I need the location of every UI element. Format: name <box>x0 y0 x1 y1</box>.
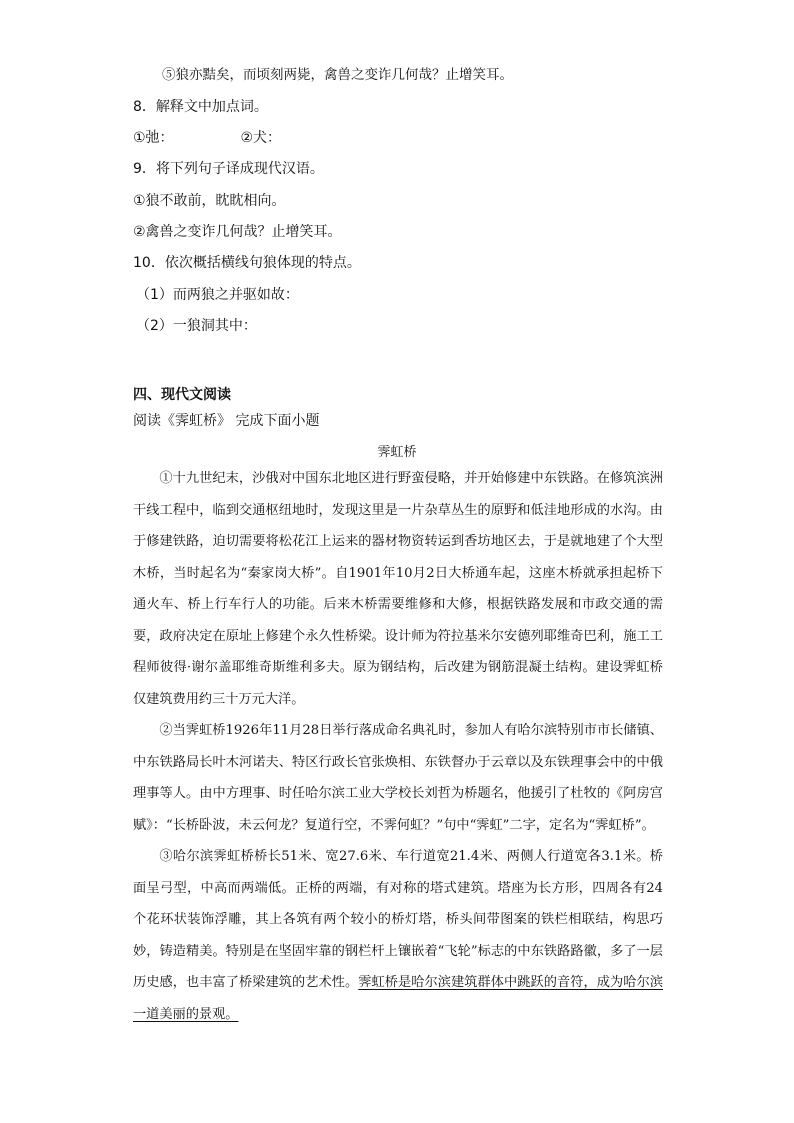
question-8-items <box>133 129 281 147</box>
article-title: 霁虹桥 <box>377 445 417 460</box>
question-9-item-1: ①狼不敢前，眈眈相向。 <box>133 193 286 209</box>
reading-instruction: 阅读《霁虹桥》 完成下面小题 <box>133 413 320 429</box>
question-10-item-2: （2）一狼洞其中： <box>136 318 257 334</box>
question-9: 9．将下列句子译成现代汉语。 <box>133 161 324 177</box>
classical-text-line-5: ⑤狼亦黠矣，而顷刻两毙，禽兽之变诈几何哉？止增笑耳。 <box>162 67 513 83</box>
question-8-item-1: ①弛： <box>133 130 174 146</box>
article-body <box>133 463 663 1030</box>
question-8: 8．解释文中加点词。 <box>133 99 268 115</box>
question-9-item-2: ②禽兽之变诈几何哉？止增笑耳。 <box>133 224 342 240</box>
question-8-item-2: ②犬： <box>240 130 282 146</box>
underlined-sentence: 霁虹桥是哈尔滨建筑群体中跳跃的音符，成为哈尔滨一道美丽的景观。 <box>133 975 664 1022</box>
article-paragraph-3 <box>133 841 663 1030</box>
article-paragraph-1: ①十九世纪末，沙俄对中国东北地区进行野蛮侵略，并开始修建中东铁路。在修筑滨洲干线工程中，临到交通枢纽地时，发现这里是一片杂草丛生的原野和低洼地形成的水沟。由于修建铁路，迫切需要将松花江上运来的器材物资转运到香坊地区去，于是就地建了个大型木桥，当时起名为“秦家岗大桥”。自1901年10月2日大桥通车起，这座木桥就承担起桥下通火车、桥上行车行人的功能。后来木桥需要维修和大修，根据铁路发展和市政交通的需要，政府决定在原址上修建个永久性桥梁。设计师为符拉基米尔安德列耶维奇巴利，施工工程师彼得·谢尔盖耶维奇斯维利多夫。原为钢结构，后改建为钢筋混凝土结构。建设霁虹桥仅建筑费用约三十万元大洋。 <box>133 471 663 707</box>
article-paragraph-3-text: ③哈尔滨霁虹桥桥长51米、宽27.6米、车行道宽21.4米、两侧人行道宽各3.1米。桥面呈弓型，中高而两端低。正桥的两端，有对称的塔式建筑。塔座为长方形，四周各有24个花环状装饰浮雕，其上各筑有两个较小的桥灯塔，桥头间带图案的铁栏相联结，构思巧妙，铸造精美。特别是在坚固牢靠的钢栏杆上镶嵌着“飞轮”标志的中东铁路路徽，多了一层历史感，也丰富了桥梁建筑的艺术性。 <box>133 849 663 990</box>
question-10-item-1: （1）而两狼之并驱如故： <box>136 287 299 303</box>
question-10: 10．依次概括横线句狼体现的特点。 <box>133 255 361 271</box>
article-paragraph-2: ②当霁虹桥1926年11月28日举行落成命名典礼时，参加人有哈尔滨特别市市长储镇、中东铁路局长叶木河诺夫、特区行政长官张焕相、东铁督办于云章以及东铁理事会中的中俄理事等人。由中方理事、时任哈尔滨工业大学校长刘哲为桥题名，他援引了杜牧的《阿房宫赋》：“长桥卧波，未云何龙？复道行空，不霁何虹？”句中“霁虹”二字，定名为“霁虹桥”。 <box>133 723 663 833</box>
section-heading: 四、现代文阅读 <box>133 387 231 403</box>
